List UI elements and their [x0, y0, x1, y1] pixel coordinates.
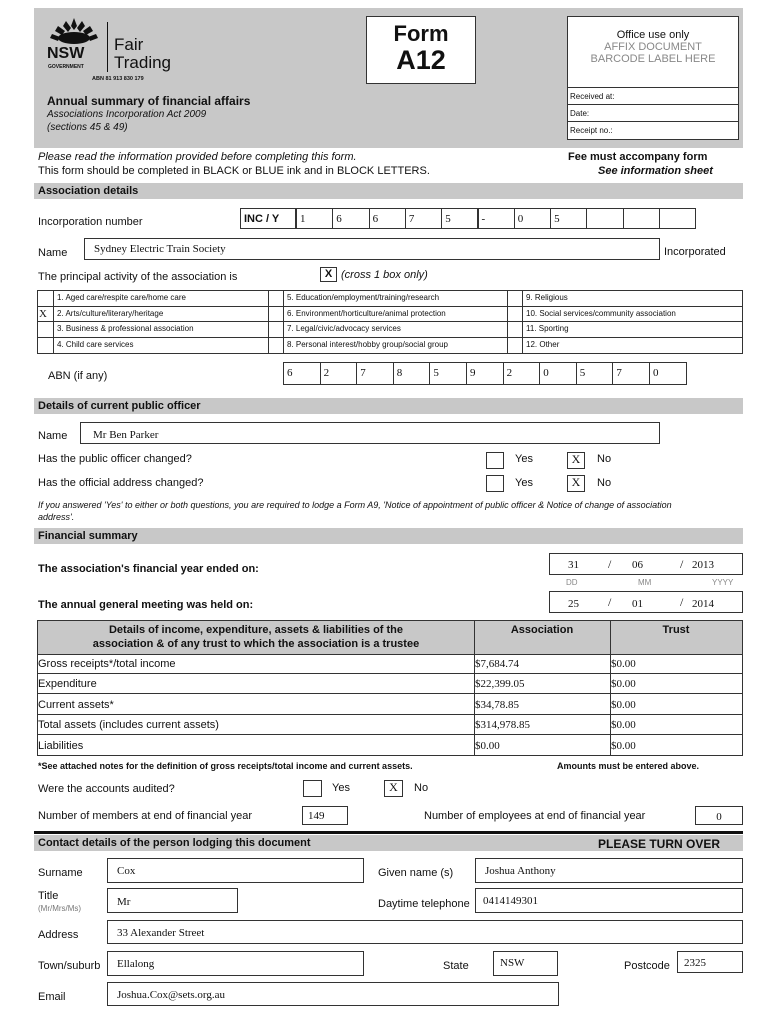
officer-name-field[interactable] — [80, 422, 660, 444]
address-changed-yes-checkbox[interactable] — [486, 475, 504, 492]
activity-option-label: 2. Arts/culture/literary/heritage — [57, 308, 164, 318]
state-field[interactable] — [493, 951, 558, 976]
trust-amount[interactable]: $0.00 — [611, 658, 636, 670]
activity-2-mark[interactable]: X — [39, 308, 47, 320]
col-association: Association — [510, 624, 574, 636]
financial-summary-header: Financial summary — [34, 528, 743, 544]
cross-one-box-hint: (cross 1 box only) — [341, 269, 428, 281]
activity-option-label: 6. Environment/horticulture/animal protection — [287, 308, 446, 318]
inc-digit-cell[interactable]: - — [478, 208, 515, 229]
officer-changed-no-label: No — [597, 453, 612, 465]
receipt-no-field: Receipt no.: — [568, 121, 738, 139]
abn-digit-cell[interactable]: 6 — [283, 362, 321, 385]
office-use-title: Office use only — [616, 29, 690, 41]
address-field[interactable] — [107, 920, 743, 944]
year-dd: 31 — [568, 559, 579, 571]
given-name-field[interactable] — [475, 858, 743, 883]
incorporation-number-label: Incorporation number — [38, 216, 143, 228]
financial-year-label: The association's financial year ended on: — [38, 563, 259, 575]
table-row — [37, 695, 743, 715]
intro-line1: Please read the information provided before completing this form. — [38, 151, 357, 163]
association-amount[interactable]: $314,978.85 — [475, 719, 530, 732]
email-value: Joshua.Cox@sets.org.au — [117, 989, 226, 1001]
phone-label: Daytime telephone — [378, 898, 470, 910]
town-value: Ellalong — [117, 958, 155, 970]
activity-option-label: 3. Business & professional association — [57, 324, 194, 334]
government-wordmark: GOVERNMENT — [48, 64, 84, 70]
given-name-label: Given name (s) — [378, 867, 454, 879]
surname-label: Surname — [38, 867, 83, 879]
nsw-wordmark: NSW — [47, 45, 85, 62]
yyyy-hint: YYYY — [712, 578, 734, 587]
form-act: Associations Incorporation Act 2009 — [47, 109, 207, 120]
col-trust: Trust — [662, 624, 690, 636]
inc-digit-cell[interactable]: 7 — [405, 208, 442, 229]
trust-amount[interactable]: $0.00 — [611, 739, 636, 752]
audited-no-label: No — [414, 782, 429, 794]
surname-field[interactable] — [107, 858, 364, 883]
employees-value: 0 — [716, 811, 722, 823]
officer-changed-question: Has the public officer changed? — [38, 453, 192, 465]
employees-label: Number of employees at end of financial year — [424, 810, 646, 822]
address-changed-no-checkbox[interactable]: X — [567, 475, 585, 492]
abn-digit-cell[interactable]: 0 — [539, 362, 577, 385]
logo-divider — [107, 22, 108, 72]
form-number: A12 — [396, 45, 446, 75]
address-changed-yes-label: Yes — [515, 477, 533, 489]
address-value: 33 Alexander Street — [117, 927, 205, 939]
abn-digit-cell[interactable]: 9 — [466, 362, 504, 385]
inc-digit-cell[interactable] — [623, 208, 660, 229]
members-value: 149 — [308, 810, 325, 822]
activity-option-label: 1. Aged care/respite care/home care — [57, 293, 186, 302]
association-amount[interactable]: $34,78.85 — [475, 698, 519, 711]
title-hint: (Mr/Mrs/Ms) — [38, 904, 82, 913]
audited-yes-label: Yes — [332, 782, 350, 794]
audited-no-checkbox[interactable]: X — [384, 780, 403, 797]
activity-option-label: 12. Other — [526, 339, 560, 349]
inc-prefix: INC / Y — [240, 208, 296, 229]
agm-yyyy: 2014 — [692, 598, 714, 610]
agm-slash1: / — [608, 595, 612, 609]
association-amount[interactable]: $22,399.05 — [475, 678, 525, 691]
year-slash1: / — [608, 557, 612, 571]
year-slash2: / — [680, 557, 684, 571]
financial-year-field[interactable] — [549, 553, 743, 575]
contact-divider — [34, 831, 743, 834]
officer-changed-yes-checkbox[interactable] — [486, 452, 504, 469]
form-title: Annual summary of financial affairs — [47, 94, 251, 108]
state-label: State — [443, 960, 469, 972]
officer-name-value: Mr Ben Parker — [93, 429, 159, 441]
activity-option-label: 8. Personal interest/hobby group/social group — [287, 339, 448, 349]
please-turn-over: PLEASE TURN OVER — [598, 837, 721, 851]
officer-changed-no-checkbox[interactable]: X — [567, 452, 585, 469]
association-amount[interactable]: $7,684.74 — [475, 658, 519, 670]
incorporated-label: Incorporated — [664, 246, 726, 258]
association-details-header: Association details — [34, 183, 743, 199]
row-label: Expenditure — [38, 678, 97, 691]
inc-digit-cell[interactable] — [586, 208, 623, 229]
town-field[interactable] — [107, 951, 364, 976]
form-word: Form — [393, 21, 449, 46]
dd-hint: DD — [566, 578, 578, 587]
address-changed-no-label: No — [597, 477, 612, 489]
fee-notice: Fee must accompany form — [568, 151, 708, 163]
office-affix-line1: AFFIX DOCUMENT — [604, 41, 702, 53]
abn-digit-cell[interactable]: 5 — [576, 362, 614, 385]
inc-digit-cell[interactable]: 6 — [369, 208, 406, 229]
office-use-box — [567, 16, 739, 140]
name-label: Name — [38, 247, 68, 259]
contact-header: Contact details of the person lodging this document — [34, 835, 743, 851]
table-row — [37, 715, 743, 735]
officer-changed-yes-label: Yes — [515, 453, 533, 465]
brand-trading: Trading — [114, 53, 172, 72]
abn-label: ABN (if any) — [48, 370, 108, 382]
abn-text: ABN 81 913 830 179 — [92, 76, 144, 82]
form-sections: (sections 45 & 49) — [47, 122, 128, 133]
agm-date-field[interactable] — [549, 591, 743, 613]
date-field: Date: — [568, 104, 738, 121]
title-value: Mr — [117, 896, 131, 908]
audited-label: Were the accounts audited? — [38, 783, 175, 795]
email-field[interactable] — [107, 982, 559, 1006]
form-number-box — [366, 16, 476, 84]
brand-fair: Fair — [114, 35, 144, 54]
trust-amount[interactable]: $0.00 — [611, 678, 636, 691]
association-name-field[interactable] — [84, 238, 660, 260]
phone-field[interactable] — [475, 888, 743, 913]
agm-slash2: / — [680, 595, 684, 609]
surname-value: Cox — [117, 865, 136, 877]
abn-digit-cell[interactable]: 5 — [429, 362, 467, 385]
nsw-waratah-icon — [46, 16, 102, 46]
abn-digit-cell[interactable]: 2 — [320, 362, 358, 385]
row-label: Current assets* — [38, 698, 114, 711]
inc-digit-cell[interactable]: 5 — [550, 208, 587, 229]
abn-digit-cell[interactable]: 2 — [503, 362, 541, 385]
town-label: Town/suburb — [38, 960, 101, 972]
trust-amount[interactable]: $0.00 — [611, 719, 636, 732]
officer-note: If you answered 'Yes' to either or both questions, you are required to lodge a Form A9, 'Notice of appointment of public officer & Notice of change of association address'. — [38, 500, 672, 522]
association-amount[interactable]: $0.00 — [475, 739, 500, 752]
title-field[interactable] — [107, 888, 238, 913]
title-label: Title — [38, 890, 59, 902]
fee-info-sheet: See information sheet — [598, 165, 713, 177]
trust-amount[interactable]: $0.00 — [611, 698, 636, 711]
inc-digit-cell[interactable]: 1 — [296, 208, 333, 229]
abn-digit-cell[interactable]: 7 — [612, 362, 650, 385]
members-field[interactable] — [302, 806, 348, 825]
email-label: Email — [38, 991, 66, 1003]
activity-option-label: 5. Education/employment/training/research — [287, 293, 440, 302]
address-changed-question: Has the official address changed? — [38, 477, 204, 489]
mm-hint: MM — [638, 578, 652, 587]
postcode-label: Postcode — [624, 960, 670, 972]
address-label: Address — [38, 929, 79, 941]
activity-option-label: 10. Social services/community association — [526, 308, 676, 318]
activity-option-label: 11. Sporting — [526, 324, 569, 334]
year-yyyy: 2013 — [692, 559, 714, 571]
activity-option-label: 9. Religious — [526, 293, 568, 302]
inc-digit-cell[interactable] — [659, 208, 696, 229]
inc-digit-cell[interactable]: 6 — [332, 208, 369, 229]
postcode-field[interactable] — [677, 951, 743, 973]
activity-option-label: 4. Child care services — [57, 339, 134, 349]
agm-mm: 01 — [632, 598, 643, 610]
year-mm: 06 — [632, 559, 643, 571]
row-label: Liabilities — [38, 739, 84, 752]
table-head-line2: association & of any trust to which the association is a trustee — [92, 638, 420, 650]
inc-digit-cell[interactable]: 0 — [514, 208, 551, 229]
members-label: Number of members at end of financial year — [38, 810, 252, 822]
table-row — [37, 654, 743, 674]
received-at-field: Received at: — [568, 87, 738, 104]
office-affix-line2: BARCODE LABEL HERE — [590, 53, 716, 65]
association-name-value: Sydney Electric Train Society — [94, 243, 226, 255]
audited-yes-checkbox[interactable] — [303, 780, 322, 797]
phone-value: 0414149301 — [483, 895, 538, 907]
activity-option-label: 7. Legal/civic/advocacy services — [287, 324, 401, 334]
postcode-value: 2325 — [684, 957, 706, 969]
activity-example-checkbox: X — [320, 267, 337, 282]
inc-digit-cell[interactable]: 5 — [441, 208, 478, 229]
principal-activity-label: The principal activity of the association is — [38, 271, 238, 283]
intro-line2: This form should be completed in BLACK or BLUE ink and in BLOCK LETTERS. — [38, 165, 430, 177]
row-label: Total assets (includes current assets) — [38, 719, 219, 732]
footnote: *See attached notes for the definition of gross receipts/total income and current assets. — [38, 761, 413, 771]
abn-digit-cell[interactable]: 8 — [393, 362, 431, 385]
employees-field[interactable] — [695, 806, 743, 825]
abn-digit-cell[interactable]: 7 — [356, 362, 394, 385]
table-row — [37, 674, 743, 694]
abn-digit-cell[interactable]: 0 — [649, 362, 687, 385]
agm-label: The annual general meeting was held on: — [38, 599, 254, 611]
officer-name-label: Name — [38, 430, 68, 442]
table-row — [37, 736, 743, 756]
agm-dd: 25 — [568, 598, 579, 610]
row-label: Gross receipts*/total income — [38, 658, 176, 670]
public-officer-header: Details of current public officer — [34, 398, 743, 414]
amounts-note: Amounts must be entered above. — [557, 761, 700, 771]
table-head-line1: Details of income, expenditure, assets & liabilities of the — [108, 624, 404, 636]
given-name-value: Joshua Anthony — [485, 865, 556, 877]
state-value: NSW — [500, 957, 525, 969]
